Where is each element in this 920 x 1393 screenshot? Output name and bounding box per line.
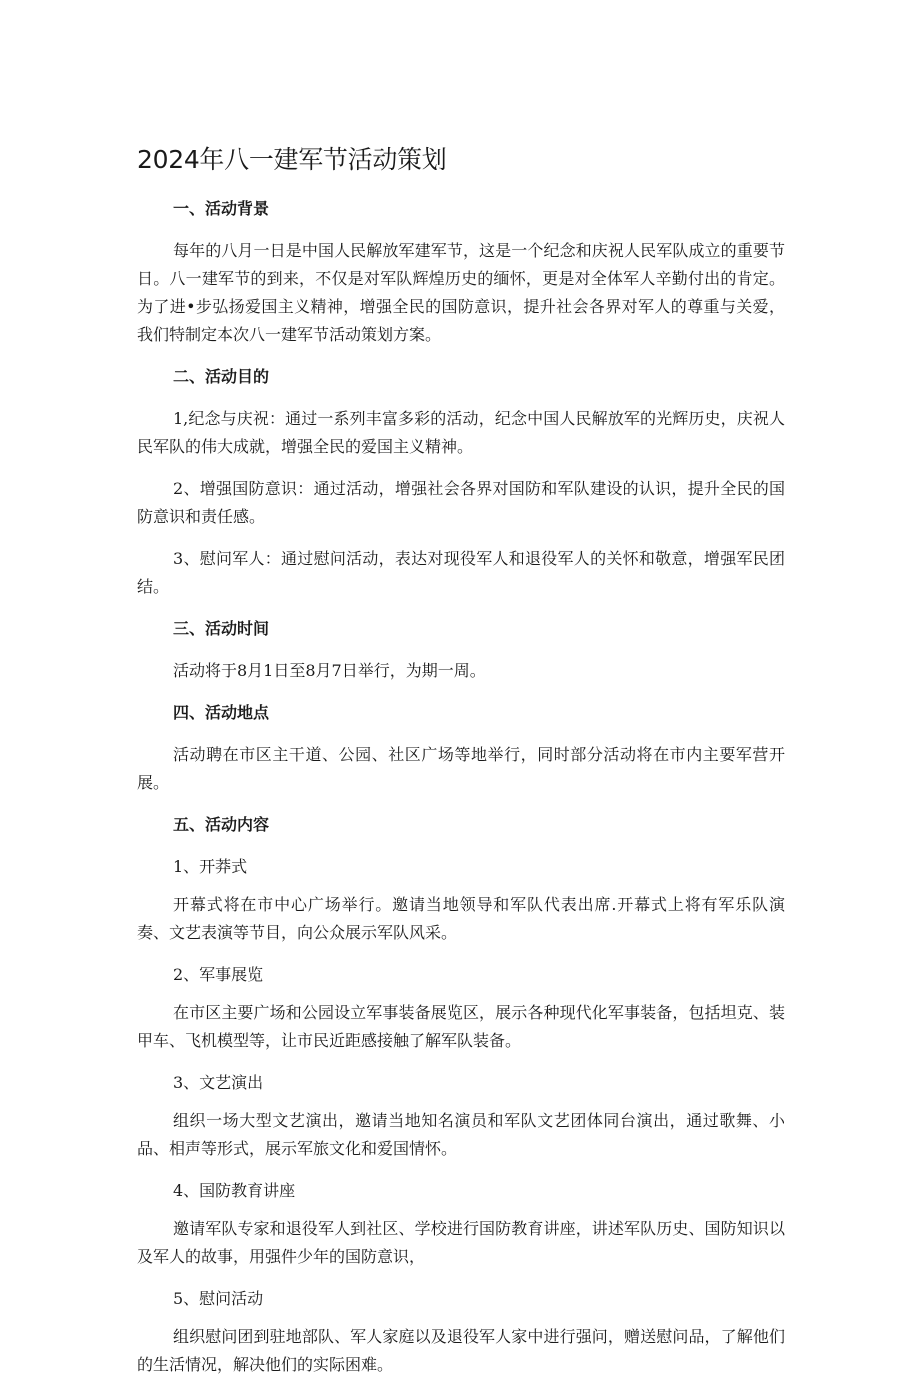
section-heading-background: 一、活动背景 bbox=[173, 199, 270, 218]
section-heading-purpose: 二、活动目的 bbox=[173, 367, 270, 386]
purpose-paragraph-1: 1,纪念与庆祝：通过一系列丰富多彩的活动，纪念中国人民解放军的光辉历史，庆祝人民军队的伟大成就，增强全民的爱国主义精神。 bbox=[137, 409, 785, 456]
time-paragraph: 活动将于8月1日至8月7日举行，为期一周。 bbox=[173, 661, 486, 680]
content-item-text-exhibition: 在市区主要广场和公园设立军事装备展览区，展示各种现代化军事装备，包括坦克、装甲车、飞机模型等，让市民近距感接触了解军队装备。 bbox=[137, 1003, 785, 1050]
content-item-text-lecture: 邀请军队专家和退役军人到社区、学校进行国防教育讲座，讲述军队历史、国防知识以及军人的故事，用强件少年的国防意识， bbox=[137, 1219, 785, 1266]
content-item-heading-visit: 5、慰问活动 bbox=[173, 1289, 264, 1308]
content-item-heading-opening: 1、开莽式 bbox=[173, 857, 248, 876]
section-heading-time: 三、活动时间 bbox=[173, 619, 270, 638]
content-item-heading-exhibition: 2、军事展览 bbox=[173, 965, 264, 984]
purpose-paragraph-3: 3、慰问军人：通过慰问活动，表达对现役军人和退役军人的关怀和敬意，增强军民团结。 bbox=[137, 549, 785, 596]
document-body bbox=[137, 195, 785, 1393]
document-title: 2024年八一建军节活动策划 bbox=[137, 145, 447, 174]
content-item-heading-lecture: 4、国防教育讲座 bbox=[173, 1181, 296, 1200]
content-item-heading-performance: 3、文艺演出 bbox=[173, 1073, 264, 1092]
section-heading-location: 四、活动地点 bbox=[173, 703, 270, 722]
content-item-text-performance: 组织一场大型文艺演出，邀请当地知名演员和军队文艺团体同台演出，通过歌舞、小品、相声等形式，展示军旅文化和爱国情怀。 bbox=[137, 1111, 785, 1158]
section-heading-content: 五、活动内容 bbox=[173, 815, 270, 834]
content-item-text-opening: 开幕式将在市中心广场举行。邀请当地领导和军队代表出席.开幕式上将有军乐队演奏、文艺表演等节目，向公众展示军队风采。 bbox=[137, 895, 785, 942]
background-paragraph: 每年的八月一日是中国人民解放军建军节，这是一个纪念和庆祝人民军队成立的重要节日。八一建军节的到来，不仅是对军队辉煌历史的缅怀，更是对全体军人辛勤付出的肯定。为了进•步弘扬爱国主义精神，增强全民的国防意识，提升社会各界对军人的尊重与关爱，我们特制定本次八一建军节活动策划方案。 bbox=[137, 241, 785, 344]
location-paragraph: 活动聘在市区主干道、公园、社区广场等地举行，同时部分活动将在市内主要军营开展。 bbox=[137, 745, 785, 792]
purpose-paragraph-2: 2、增强国防意识：通过活动，增强社会各界对国防和军队建设的认识，提升全民的国防意识和责任感。 bbox=[137, 479, 785, 526]
content-item-text-visit: 组织慰问团到驻地部队、军人家庭以及退役军人家中进行强问，赠送慰问品，了解他们的生活情况，解决他们的实际困难。 bbox=[137, 1327, 785, 1374]
